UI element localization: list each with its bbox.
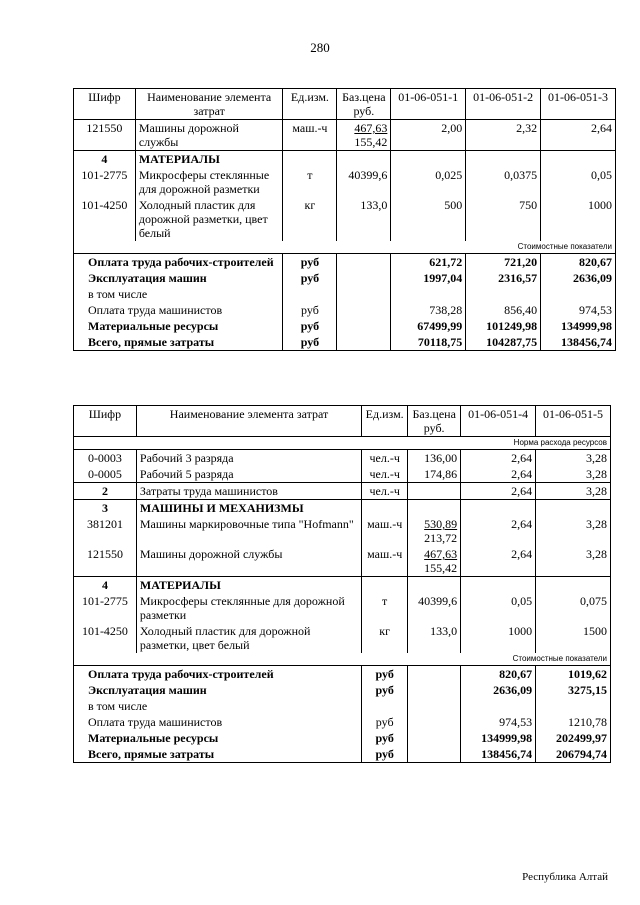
row-value: 2,64 [461, 546, 536, 577]
summary-name: Эксплуатация машин [74, 270, 283, 286]
row-value: 3,28 [536, 516, 611, 546]
summary-name: Материальные ресурсы [74, 318, 283, 334]
price-value: 467,63 [354, 121, 388, 135]
summary-value: 3275,15 [536, 682, 611, 698]
row-price [337, 120, 391, 151]
header-unit: Ед.изм. [283, 89, 337, 120]
summary-note: в том числе [74, 286, 283, 302]
row-value: 1500 [536, 623, 611, 653]
row-value: 0,05 [541, 167, 616, 197]
row-value: 1000 [541, 197, 616, 241]
table-row [74, 466, 611, 483]
header-unit: Ед.изм. [362, 406, 408, 437]
section-name: МАШИНЫ И МЕХАНИЗМЫ [136, 500, 361, 517]
header-price: Баз.цена руб. [337, 89, 391, 120]
section-value: 2,64 [461, 483, 536, 500]
header-price: Баз.цена руб. [408, 406, 461, 437]
row-name: Холодный пластик для дорожной разметки, цвет белый [136, 623, 361, 653]
summary-unit: руб [283, 318, 337, 334]
row-code: 0-0005 [74, 466, 137, 483]
summary-value: 1210,78 [536, 714, 611, 730]
summary-row [74, 254, 616, 271]
header-col-5: 01-06-051-5 [536, 406, 611, 437]
table-header-row [74, 406, 611, 437]
summary-value: 138456,74 [541, 334, 616, 351]
header-name: Наименование элемента затрат [135, 89, 283, 120]
summary-row [74, 730, 611, 746]
price-wage: 155,42 [424, 561, 458, 575]
section-name: МАТЕРИАЛЫ [136, 577, 361, 594]
header-col-3: 01-06-051-3 [541, 89, 616, 120]
row-price: 136,00 [408, 450, 461, 467]
band-row [74, 241, 616, 254]
table-row [74, 546, 611, 577]
summary-value: 67499,99 [391, 318, 466, 334]
row-name: Машины дорожной службы [136, 546, 361, 577]
cost-table-2 [73, 405, 611, 763]
section-code: 4 [74, 577, 137, 594]
section-row [74, 577, 611, 594]
summary-unit: руб [362, 714, 408, 730]
row-price: 40399,6 [337, 167, 391, 197]
summary-value: 820,67 [541, 254, 616, 271]
row-name: Рабочий 3 разряда [136, 450, 361, 467]
summary-unit: руб [362, 666, 408, 683]
summary-value: 974,53 [461, 714, 536, 730]
row-code: 0-0003 [74, 450, 137, 467]
row-unit: чел.-ч [362, 450, 408, 467]
summary-value: 101249,98 [466, 318, 541, 334]
band-row [74, 437, 611, 450]
table-row [74, 167, 616, 197]
table-row [74, 623, 611, 653]
band-row [74, 653, 611, 666]
row-price: 133,0 [337, 197, 391, 241]
row-value: 500 [391, 197, 466, 241]
table-row [74, 197, 616, 241]
summary-row [74, 334, 616, 351]
row-unit: маш.-ч [362, 546, 408, 577]
summary-value: 721,20 [466, 254, 541, 271]
table-row [74, 516, 611, 546]
price-wage: 213,72 [424, 531, 458, 545]
summary-value: 134999,98 [461, 730, 536, 746]
summary-name: Всего, прямые затраты [74, 334, 283, 351]
summary-name: Оплата труда машинистов [74, 714, 362, 730]
row-unit: кг [362, 623, 408, 653]
summary-name: Эксплуатация машин [74, 682, 362, 698]
summary-note-row [74, 698, 611, 714]
summary-value: 820,67 [461, 666, 536, 683]
row-code: 101-2775 [74, 167, 136, 197]
section-code: 4 [74, 151, 136, 168]
summary-value: 202499,97 [536, 730, 611, 746]
row-name: Микросферы стеклянные для дорожной разметки [136, 593, 361, 623]
row-value: 3,28 [536, 466, 611, 483]
row-code: 101-2775 [74, 593, 137, 623]
summary-row [74, 714, 611, 730]
section-code: 2 [74, 483, 137, 500]
price-value: 530,89 [424, 517, 458, 531]
summary-unit: руб [283, 254, 337, 271]
row-unit: т [362, 593, 408, 623]
header-col-4: 01-06-051-4 [461, 406, 536, 437]
summary-value: 134999,98 [541, 318, 616, 334]
row-unit: кг [283, 197, 337, 241]
page-number: 280 [310, 40, 330, 55]
row-unit: чел.-ч [362, 466, 408, 483]
row-unit: маш.-ч [362, 516, 408, 546]
summary-value: 1997,04 [391, 270, 466, 286]
header-name: Наименование элемента затрат [136, 406, 361, 437]
summary-unit: руб [362, 746, 408, 763]
table-row [74, 120, 616, 151]
row-price [408, 546, 461, 577]
summary-row [74, 302, 616, 318]
summary-value: 2636,09 [461, 682, 536, 698]
row-code: 381201 [74, 516, 137, 546]
summary-value: 856,40 [466, 302, 541, 318]
summary-name: Всего, прямые затраты [74, 746, 362, 763]
band-resource-norms: Норма расхода ресурсов [74, 437, 611, 450]
section-row [74, 151, 616, 168]
row-value: 0,025 [391, 167, 466, 197]
row-value: 2,00 [391, 120, 466, 151]
section-name: МАТЕРИАЛЫ [135, 151, 283, 168]
summary-row [74, 746, 611, 763]
summary-row [74, 270, 616, 286]
summary-value: 2316,57 [466, 270, 541, 286]
summary-unit: руб [283, 302, 337, 318]
footer-region: Республика Алтай [522, 871, 608, 883]
row-price: 174,86 [408, 466, 461, 483]
section-name: Затраты труда машинистов [136, 483, 361, 500]
row-value: 2,64 [461, 466, 536, 483]
summary-unit: руб [362, 730, 408, 746]
row-value: 3,28 [536, 450, 611, 467]
cost-table-1 [73, 88, 616, 351]
header-code: Шифр [74, 89, 136, 120]
row-name: Холодный пластик для дорожной разметки, цвет белый [135, 197, 283, 241]
row-name: Машины дорожной службы [135, 120, 283, 151]
summary-value: 738,28 [391, 302, 466, 318]
price-value: 467,63 [424, 547, 458, 561]
summary-unit: руб [362, 682, 408, 698]
row-value: 750 [466, 197, 541, 241]
summary-value: 70118,75 [391, 334, 466, 351]
summary-value: 2636,09 [541, 270, 616, 286]
header-col-1: 01-06-051-1 [391, 89, 466, 120]
row-price: 133,0 [408, 623, 461, 653]
row-name: Машины маркировочные типа "Hofmann" [136, 516, 361, 546]
row-unit: маш.-ч [283, 120, 337, 151]
section-row [74, 483, 611, 500]
header-col-2: 01-06-051-2 [466, 89, 541, 120]
band-cost-indicators: Стоимостные показатели [74, 241, 616, 254]
band-cost-indicators: Стоимостные показатели [74, 653, 611, 666]
row-value: 0,05 [461, 593, 536, 623]
section-unit: чел.-ч [362, 483, 408, 500]
row-code: 121550 [74, 546, 137, 577]
row-code: 121550 [74, 120, 136, 151]
summary-name: Оплата труда машинистов [74, 302, 283, 318]
section-row [74, 500, 611, 517]
summary-row [74, 318, 616, 334]
summary-name: Оплата труда рабочих-строителей [74, 666, 362, 683]
summary-unit: руб [283, 334, 337, 351]
table-row [74, 450, 611, 467]
row-name: Микросферы стеклянные для дорожной разметки [135, 167, 283, 197]
row-value: 1000 [461, 623, 536, 653]
summary-note-row [74, 286, 616, 302]
row-value: 2,64 [461, 516, 536, 546]
row-code: 101-4250 [74, 623, 137, 653]
section-value: 3,28 [536, 483, 611, 500]
row-price [408, 516, 461, 546]
row-name: Рабочий 5 разряда [136, 466, 361, 483]
summary-value: 104287,75 [466, 334, 541, 351]
row-unit: т [283, 167, 337, 197]
row-price: 40399,6 [408, 593, 461, 623]
summary-unit: руб [283, 270, 337, 286]
row-value: 0,075 [536, 593, 611, 623]
table-row [74, 593, 611, 623]
price-wage: 155,42 [354, 135, 388, 149]
summary-value: 1019,62 [536, 666, 611, 683]
row-value: 2,64 [461, 450, 536, 467]
summary-name: Материальные ресурсы [74, 730, 362, 746]
row-code: 101-4250 [74, 197, 136, 241]
table-header-row [74, 89, 616, 120]
summary-name: Оплата труда рабочих-строителей [74, 254, 283, 271]
summary-value: 621,72 [391, 254, 466, 271]
summary-row [74, 666, 611, 683]
summary-value: 974,53 [541, 302, 616, 318]
header-code: Шифр [74, 406, 137, 437]
row-value: 3,28 [536, 546, 611, 577]
section-code: 3 [74, 500, 137, 517]
row-value: 0,0375 [466, 167, 541, 197]
summary-value: 138456,74 [461, 746, 536, 763]
summary-note: в том числе [74, 698, 362, 714]
summary-value: 206794,74 [536, 746, 611, 763]
summary-row [74, 682, 611, 698]
row-value: 2,64 [541, 120, 616, 151]
row-value: 2,32 [466, 120, 541, 151]
